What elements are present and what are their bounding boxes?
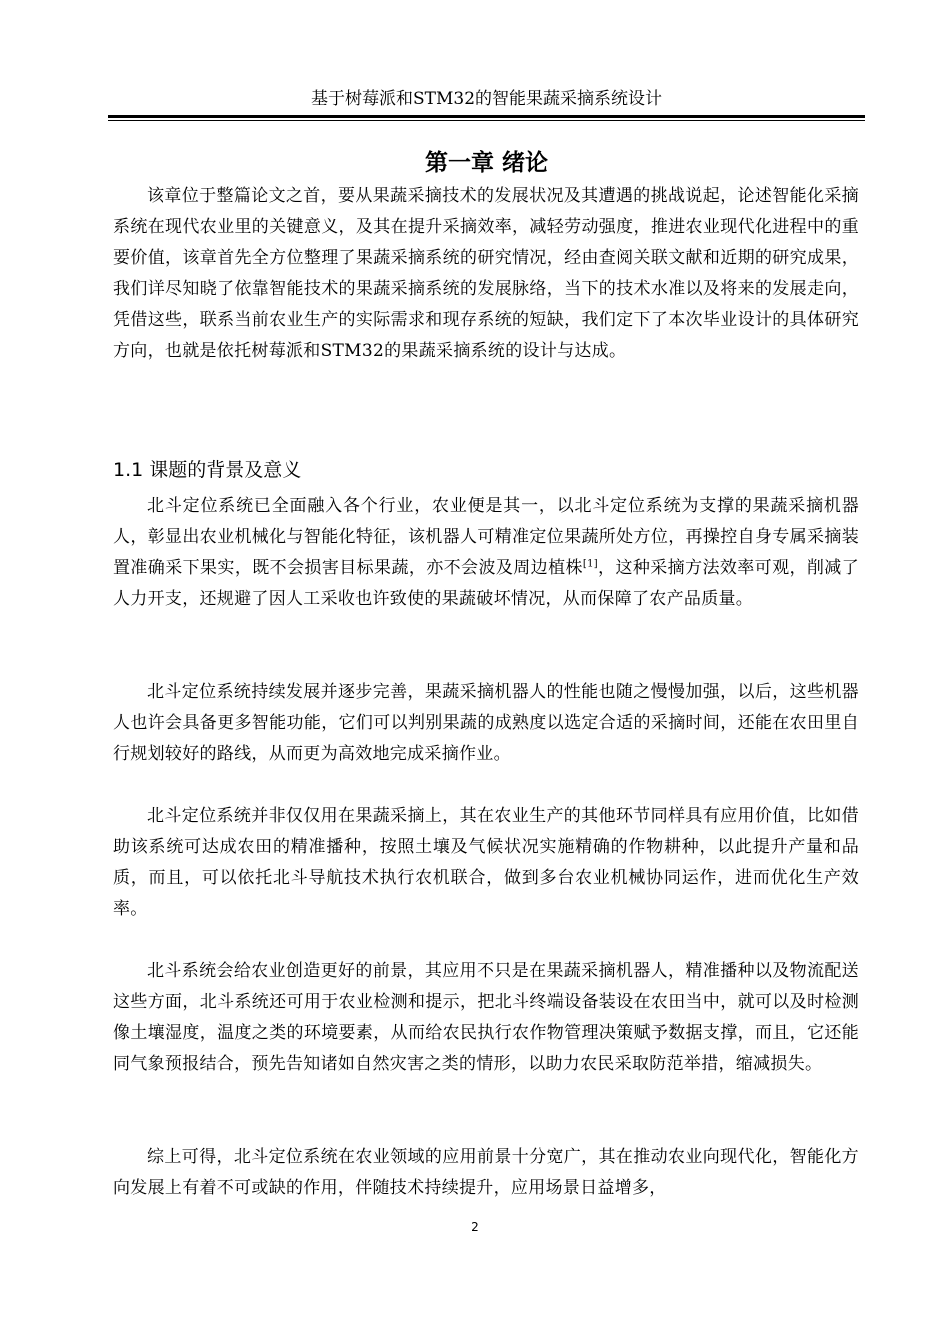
- header-rule-thin: [108, 120, 865, 121]
- chapter-intro-paragraph: 该章位于整篇论文之首，要从果蔬采摘技术的发展状况及其遭遇的挑战说起，论述智能化采摘系统在现代农业里的关键意义，及其在提升采摘效率，减轻劳动强度，推进农业现代化进程中的重要价值，该章首先全方位整理了果蔬采摘系统的研究情况，经由查阅关联文献和近期的研究成果，我们详尽知晓了依靠智能技术的果蔬采摘系统的发展脉络，当下的技术水准以及将来的发展走向，凭借这些，联系当前农业生产的实际需求和现存系统的短缺，我们定下了本次毕业设计的具体研究方向，也就是依托树莓派和STM32的果蔬采摘系统的设计与达成。: [113, 186, 859, 361]
- paragraph-text: ，这种采摘方法效率可观，削减了人力开支，还规避了因人工采收也许致使的果蔬破坏情况，从而保障了农产品质量。: [113, 558, 859, 609]
- header-rule: [108, 115, 865, 118]
- citation-mark: [1]: [582, 558, 598, 570]
- section-title: 1.1 课题的背景及意义: [113, 459, 302, 481]
- running-header: 基于树莓派和STM32的智能果蔬采摘系统设计: [310, 89, 663, 109]
- section-paragraph-2: 北斗定位系统持续发展并逐步完善，果蔬采摘机器人的性能也随之慢慢加强，以后，这些机器人也许会具备更多智能功能，它们可以判别果蔬的成熟度以选定合适的采摘时间，还能在农田里自行规划较好的路线，从而更为高效地完成采摘作业。: [113, 682, 859, 764]
- chapter-title: 第一章 绪论: [424, 150, 548, 176]
- section-paragraph-5: 综上可得，北斗定位系统在农业领域的应用前景十分宽广，其在推动农业向现代化，智能化方向发展上有着不可或缺的作用，伴随技术持续提升，应用场景日益增多，: [113, 1147, 859, 1198]
- section-paragraph-3: 北斗定位系统并非仅仅用在果蔬采摘上，其在农业生产的其他环节同样具有应用价值，比如借助该系统可达成农田的精准播种，按照土壤及气候状况实施精确的作物耕种，以此提升产量和品质，而且，可以依托北斗导航技术执行农机联合，做到多台农业机械协同运作，进而优化生产效率。: [113, 806, 859, 919]
- section-paragraph-1: [113, 491, 859, 615]
- paragraph-text: 北斗定位系统已全面融入各个行业，农业便是其一，以北斗定位系统为支撑的果蔬采摘机器人，彰显出农业机械化与智能化特征，该机器人可精准定位果蔬所处方位，再操控自身专属采摘装置准确采下果实，既不会损害目标果蔬，亦不会波及周边植株: [113, 496, 859, 578]
- page-number: 2: [471, 1220, 479, 1234]
- section-paragraph-4: 北斗系统会给农业创造更好的前景，其应用不只是在果蔬采摘机器人，精准播种以及物流配送这些方面，北斗系统还可用于农业检测和提示，把北斗终端设备装设在农田当中，就可以及时检测像土壤湿度，温度之类的环境要素，从而给农民执行农作物管理决策赋予数据支撑，而且，它还能同气象预报结合，预先告知诸如自然灾害之类的情形，以助力农民采取防范举措，缩减损失。: [113, 961, 859, 1074]
